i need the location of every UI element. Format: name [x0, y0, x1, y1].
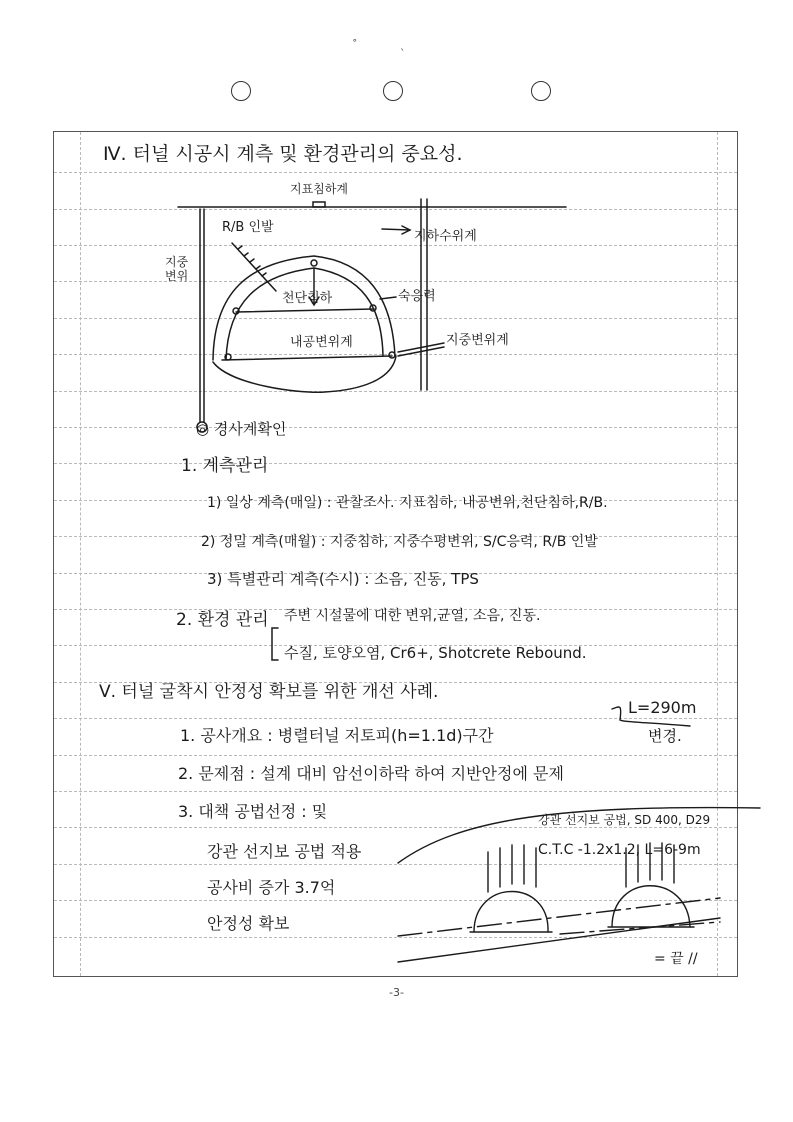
- twin-tunnel-sketch: [398, 707, 760, 962]
- rockbolt-tick: [256, 266, 260, 269]
- surface-settlement-pin-icon: [313, 202, 325, 207]
- rockbolt-tick: [244, 253, 248, 256]
- rockbolt: [232, 243, 276, 291]
- overview-line-tail: 변경.: [648, 727, 682, 745]
- section4-title: Ⅳ. 터널 시공시 계측 및 환경관리의 중요성.: [103, 143, 463, 165]
- end-mark: = 끝 //: [654, 951, 698, 967]
- sketch-note: 강관 선지보 공법, SD 400, D29: [538, 813, 711, 827]
- header-mark: ˎ: [400, 38, 406, 51]
- label-inclinometer: ◎ 경사계확인: [196, 420, 287, 438]
- rock-boundary-line: [398, 898, 720, 936]
- bracket-icon: [272, 628, 278, 660]
- rockbolt-tick: [238, 246, 242, 249]
- crown-point-icon: [311, 260, 317, 266]
- label-horizontal-displacement: 지중변위계: [446, 333, 509, 348]
- remedy-line: 안정성 확보: [207, 914, 290, 933]
- remedy-heading: 3. 대책 공법선정 : 및: [178, 802, 328, 821]
- page-number: -3-: [389, 986, 404, 999]
- measure-point-icon: [389, 352, 395, 358]
- item2-line: 수질, 토양오염, Cr6+, Shotcrete Rebound.: [284, 644, 587, 662]
- problem-line: 2. 문제점 : 설계 대비 암선이하락 하여 지반안정에 문제: [178, 764, 564, 783]
- section5-title: Ⅴ. 터널 굴착시 안정성 확보를 위한 개선 사례.: [99, 682, 439, 702]
- label-rockbolt-axial: R/B 인발: [222, 220, 274, 235]
- leader-line: [382, 229, 410, 230]
- header-mark: ˚: [352, 38, 358, 51]
- label-groundwater: 지하수위계: [414, 229, 477, 244]
- item2-line: 주변 시설물에 대한 변위,균열, 소음, 진동.: [284, 608, 541, 624]
- label-crown-settlement: 천단침하: [282, 291, 333, 306]
- label-ground-displacement: 지중 변위: [165, 255, 189, 283]
- item1-heading: 1. 계측관리: [181, 456, 269, 476]
- label-surface-settlement: 지표침하계: [290, 182, 348, 196]
- length-note: L=290m: [628, 698, 697, 717]
- rock-boundary-line: [560, 922, 720, 934]
- leader-line: [380, 297, 396, 299]
- upper-convergence-line: [236, 309, 374, 312]
- item2-heading: 2. 환경 관리: [176, 610, 269, 630]
- label-convergence: 내공변위계: [290, 335, 353, 350]
- item1-line: 3) 특별관리 계측(수시) : 소음, 진동, TPS: [207, 570, 479, 588]
- tunnel-invert: [213, 356, 396, 392]
- overview-line: 1. 공사개요 : 병렬터널 저토피(h=1.1d)구간: [180, 726, 494, 745]
- remedy-line: 공사비 증가 3.7억: [207, 878, 336, 897]
- item1-line: 1) 일상 계측(매일) : 관찰조사. 지표침하, 내공변위,천단침하,R/B.: [207, 495, 608, 511]
- item1-line: 2) 정밀 계측(매월) : 지중침하, 지중수평변위, S/C응력, R/B 인발: [201, 534, 598, 550]
- remedy-line: 강관 선지보 공법 적용: [207, 842, 362, 861]
- lower-convergence-line: [222, 356, 392, 360]
- label-shotcrete-stress: 숙응력: [398, 289, 436, 304]
- rockbolt-tick: [250, 259, 254, 262]
- sketch-note: C.T.C -1.2x1.2, L=6-9m: [538, 842, 701, 858]
- rockbolt-tick: [262, 273, 266, 276]
